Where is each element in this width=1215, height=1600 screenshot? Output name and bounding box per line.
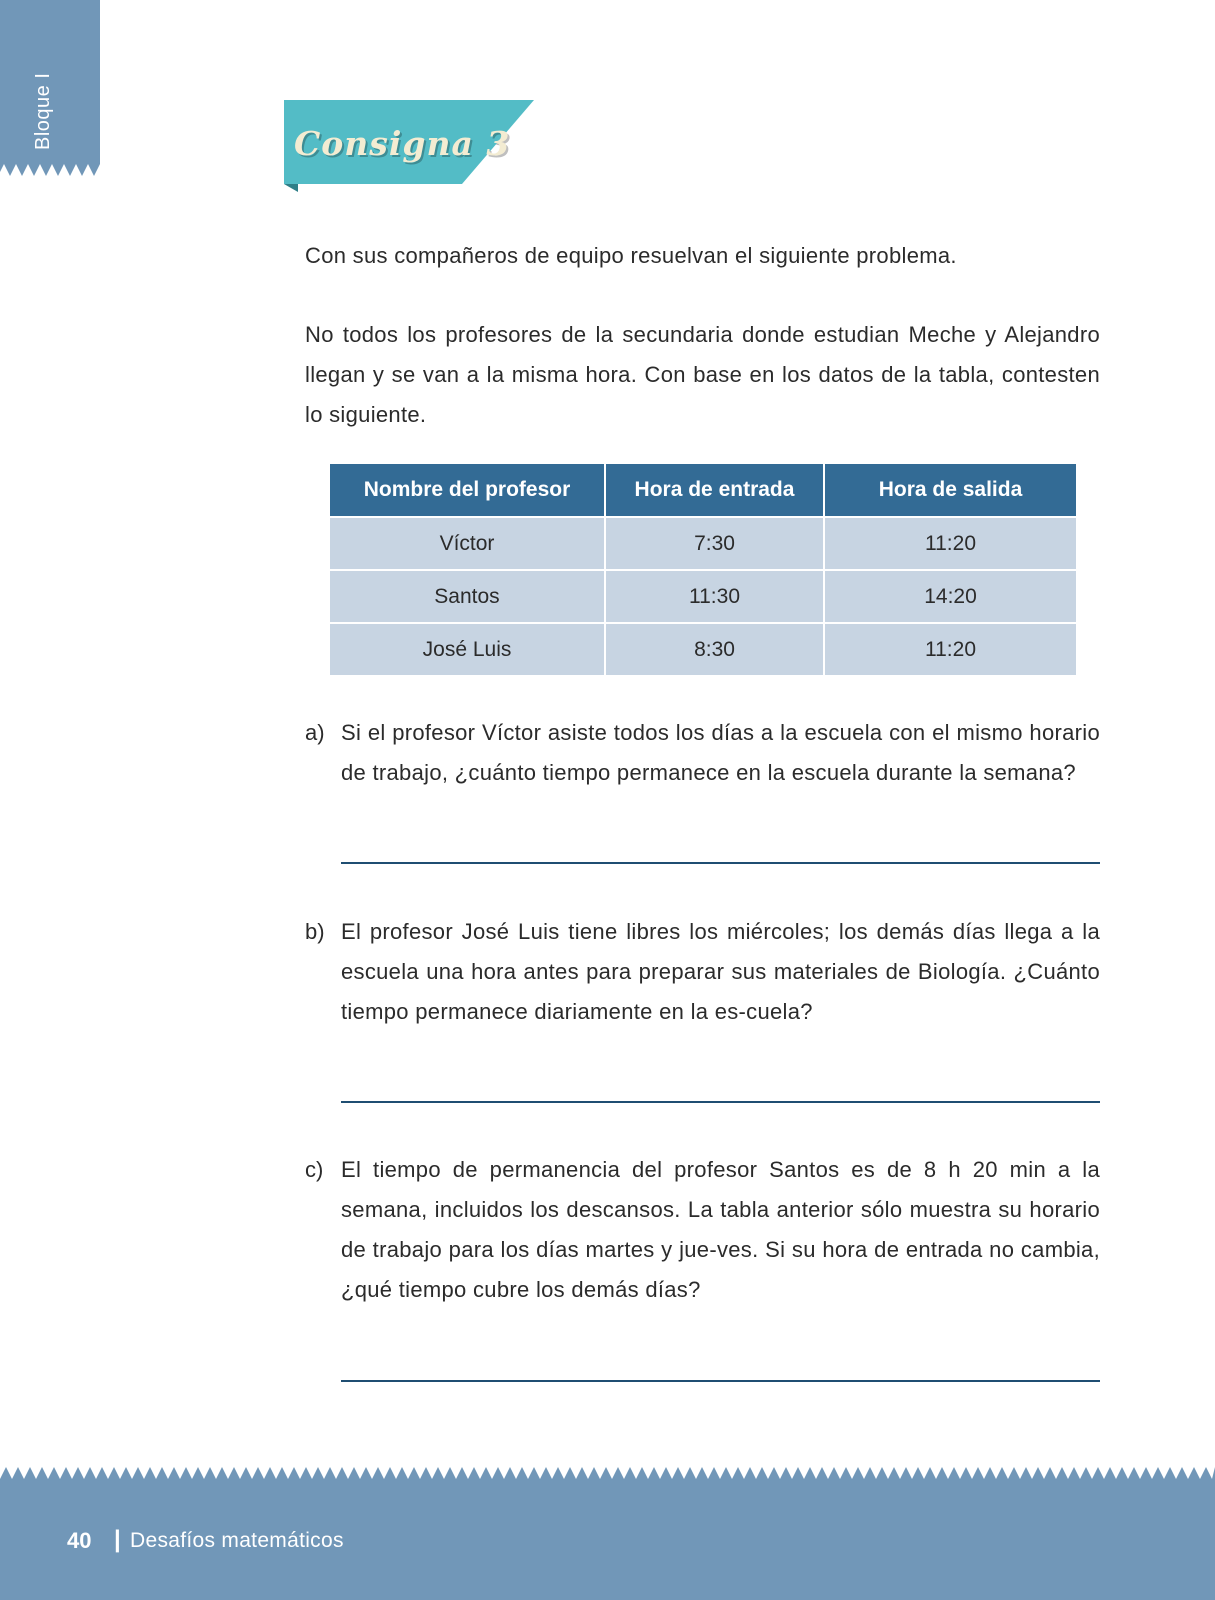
- table-row: [329, 517, 1077, 570]
- table-cell: José Luis: [329, 623, 605, 676]
- question-text: El profesor José Luis tiene libres los miércoles; los demás días llega a la escuela una hora antes para preparar sus materiales de Biología. ¿Cuánto tiempo permanece diariamente en la es-cuela?: [341, 919, 1100, 1024]
- question-letter: b): [305, 919, 325, 944]
- answer-line-c[interactable]: [341, 1380, 1100, 1382]
- question-text: El tiempo de permanencia del profesor Santos es de 8 h 20 min a la semana, incluidos los descansos. La tabla anterior sólo muestra su horario de trabajo para los días martes y jue-ves. Si su hora de entrada no cambia, ¿qué tiempo cubre los demás días?: [341, 1157, 1100, 1302]
- question-letter: a): [305, 720, 325, 745]
- table-cell: 8:30: [605, 623, 824, 676]
- table-cell: 11:20: [824, 517, 1077, 570]
- table-header-row: [329, 464, 1077, 517]
- question-letter: c): [305, 1157, 324, 1182]
- schedule-table: [328, 464, 1078, 677]
- book-title: Desafíos matemáticos: [130, 1529, 344, 1552]
- table-row: [329, 570, 1077, 623]
- table-cell: 11:30: [605, 570, 824, 623]
- table-cell: 14:20: [824, 570, 1077, 623]
- column-header: Hora de entrada: [605, 464, 824, 517]
- intro-text: Con sus compañeros de equipo resuelvan el siguiente problema.: [305, 243, 957, 268]
- column-header: Nombre del profesor: [329, 464, 605, 517]
- page-number: 40: [67, 1528, 92, 1553]
- table-cell: 11:20: [824, 623, 1077, 676]
- problem-text: No todos los profesores de la secundaria donde estudian Meche y Alejandro llegan y se van a la misma hora. Con base en los datos de la tabla, contesten lo siguiente.: [305, 322, 1100, 427]
- table-cell: Víctor: [329, 517, 605, 570]
- side-tab-label: Bloque I: [32, 72, 54, 150]
- question-text: Si el profesor Víctor asiste todos los días a la escuela con el mismo horario de trabajo, ¿cuánto tiempo permanece en la escuela durante la semana?: [341, 720, 1100, 785]
- table-cell: Santos: [329, 570, 605, 623]
- footer-separator: |: [114, 1526, 121, 1553]
- answer-line-a[interactable]: [341, 862, 1100, 864]
- column-header: Hora de salida: [824, 464, 1077, 517]
- answer-line-b[interactable]: [341, 1101, 1100, 1103]
- banner-title: Consigna 3: [294, 124, 511, 163]
- table-cell: 7:30: [605, 517, 824, 570]
- table-row: [329, 623, 1077, 676]
